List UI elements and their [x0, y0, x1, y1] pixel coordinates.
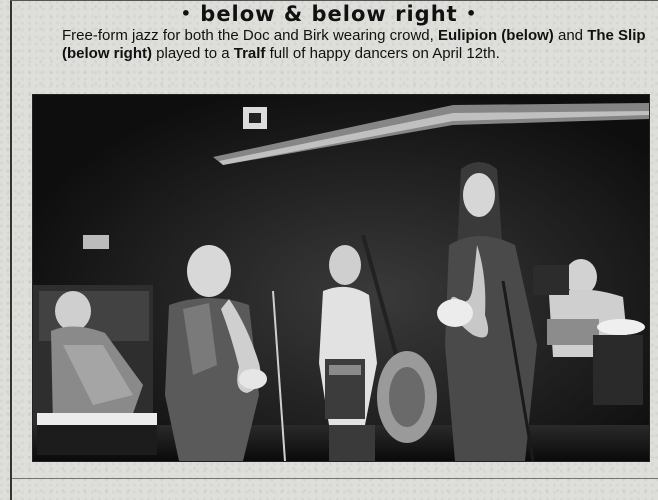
- column-rule: [10, 0, 12, 500]
- cymbal: [597, 319, 645, 335]
- band-photo: [32, 94, 650, 462]
- bullet-icon: •: [466, 4, 478, 23]
- venue-name: Tralf: [233, 45, 266, 62]
- heading-text: below & below right: [200, 2, 458, 26]
- band-name-the-slip: The Slip: [587, 27, 646, 44]
- bullet-icon: •: [180, 4, 192, 23]
- band-note: (below right): [62, 45, 152, 62]
- section-heading: [0, 2, 658, 26]
- band-photo-illustration: [33, 95, 649, 461]
- photo-caption: Free-form jazz for both the Doc and Birk wearing crowd, Eulipion (below) and The Slip (below right) played to a Tralf full of happy dancers on April 12th.: [62, 27, 646, 62]
- drum-kit: [547, 319, 599, 345]
- band-name-eulipion: Eulipion (below): [437, 27, 554, 44]
- exit-sign: [83, 235, 109, 249]
- keyboard: [37, 413, 157, 427]
- bottom-rule: [12, 478, 658, 479]
- top-rule: [10, 0, 658, 1]
